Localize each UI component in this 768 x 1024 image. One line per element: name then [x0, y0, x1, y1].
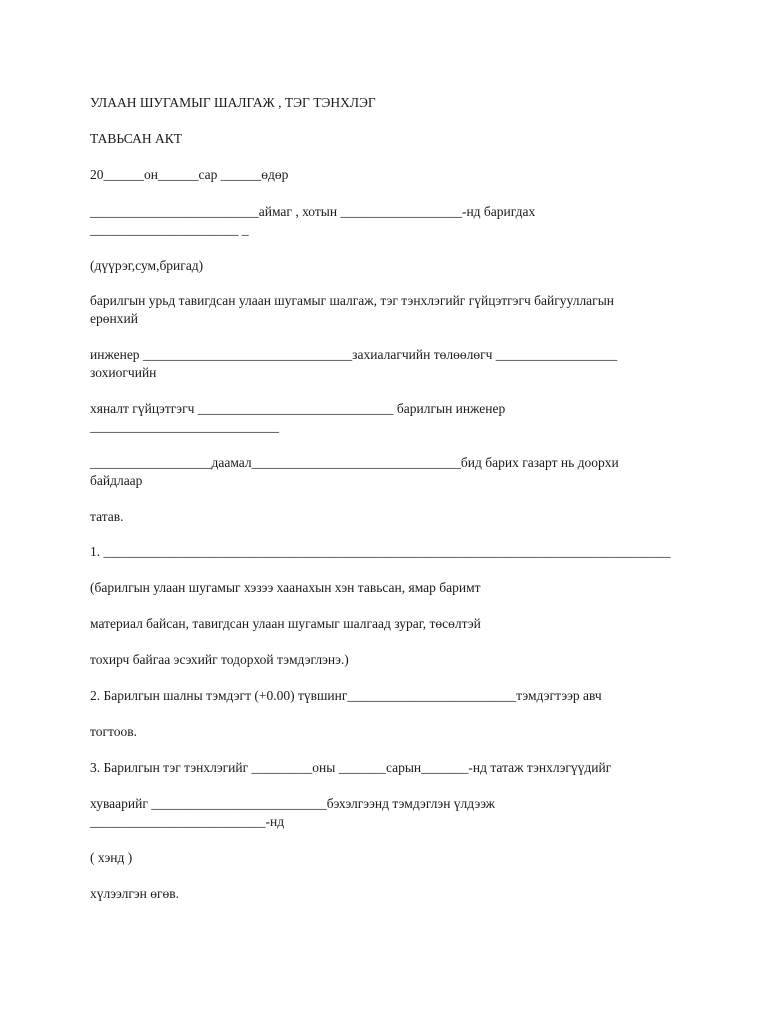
recipient-note: ( хэнд )	[90, 850, 133, 865]
document-title: УЛААН ШУГАМЫГ ШАЛГАЖ , ТЭГ ТЭНХЛЭГ	[90, 95, 376, 110]
item-3-line: __________________________-нд	[90, 814, 285, 829]
paragraph-line: байдлаар	[90, 473, 143, 488]
paragraph-line: хяналт гүйцэтгэгч _____________________________ барилгын инженер	[90, 401, 506, 416]
paragraph-line: __________________даамал_______________________________бид барих газарт нь доорхи	[90, 455, 619, 470]
item-2-line: тогтоов.	[90, 724, 137, 739]
paragraph-line: ____________________________	[90, 419, 279, 434]
paragraph-line: барилгын урьд тавигдсан улаан шугамыг шалгаж, тэг тэнхлэгийг гүйцэтгэгч байгууллагын	[90, 293, 615, 308]
closing-line: хүлээлгэн өгөв.	[90, 886, 180, 901]
location-line-cont: ______________________ _	[90, 222, 249, 237]
paragraph-line: ерөнхий	[90, 311, 138, 326]
item-1-line: 1. ____________________________________________________________________________________	[90, 544, 671, 559]
date-line: 20______он______сар ______өдөр	[90, 167, 289, 182]
item-2-line: 2. Барилгын шалны тэмдэгт (+0.00) түвшинг_________________________тэмдэгтээр авч	[90, 688, 602, 703]
item-1-note: тохирч байгаа эсэхийг тодорхой тэмдэглэнэ.)	[90, 652, 349, 667]
document-subtitle: ТАВЬСАН АКТ	[90, 131, 182, 146]
item-3-line: хуваарийг __________________________бэхэлгээнд тэмдэглэн үлдээж	[90, 796, 495, 811]
location-line: _________________________аймаг , хотын __________________-нд баригдах	[90, 204, 536, 219]
district-note: (дүүрэг,сум,бригад)	[90, 258, 204, 273]
item-1-note: (барилгын улаан шугамыг хэзээ хаанахын хэн тавьсан, ямар баримт	[90, 580, 481, 595]
item-3-line: 3. Барилгын тэг тэнхлэгийг _________оны _______сарын_______-нд татаж тэнхлэгүүдийг	[90, 760, 612, 775]
paragraph-line: инженер _______________________________захиалагчийн төлөөлөгч __________________	[90, 347, 618, 362]
paragraph-line: зохиогчийн	[90, 365, 157, 380]
paragraph-line: татав.	[90, 509, 124, 524]
item-1-note: материал байсан, тавигдсан улаан шугамыг шалгаад зураг, төсөлтэй	[90, 616, 481, 631]
